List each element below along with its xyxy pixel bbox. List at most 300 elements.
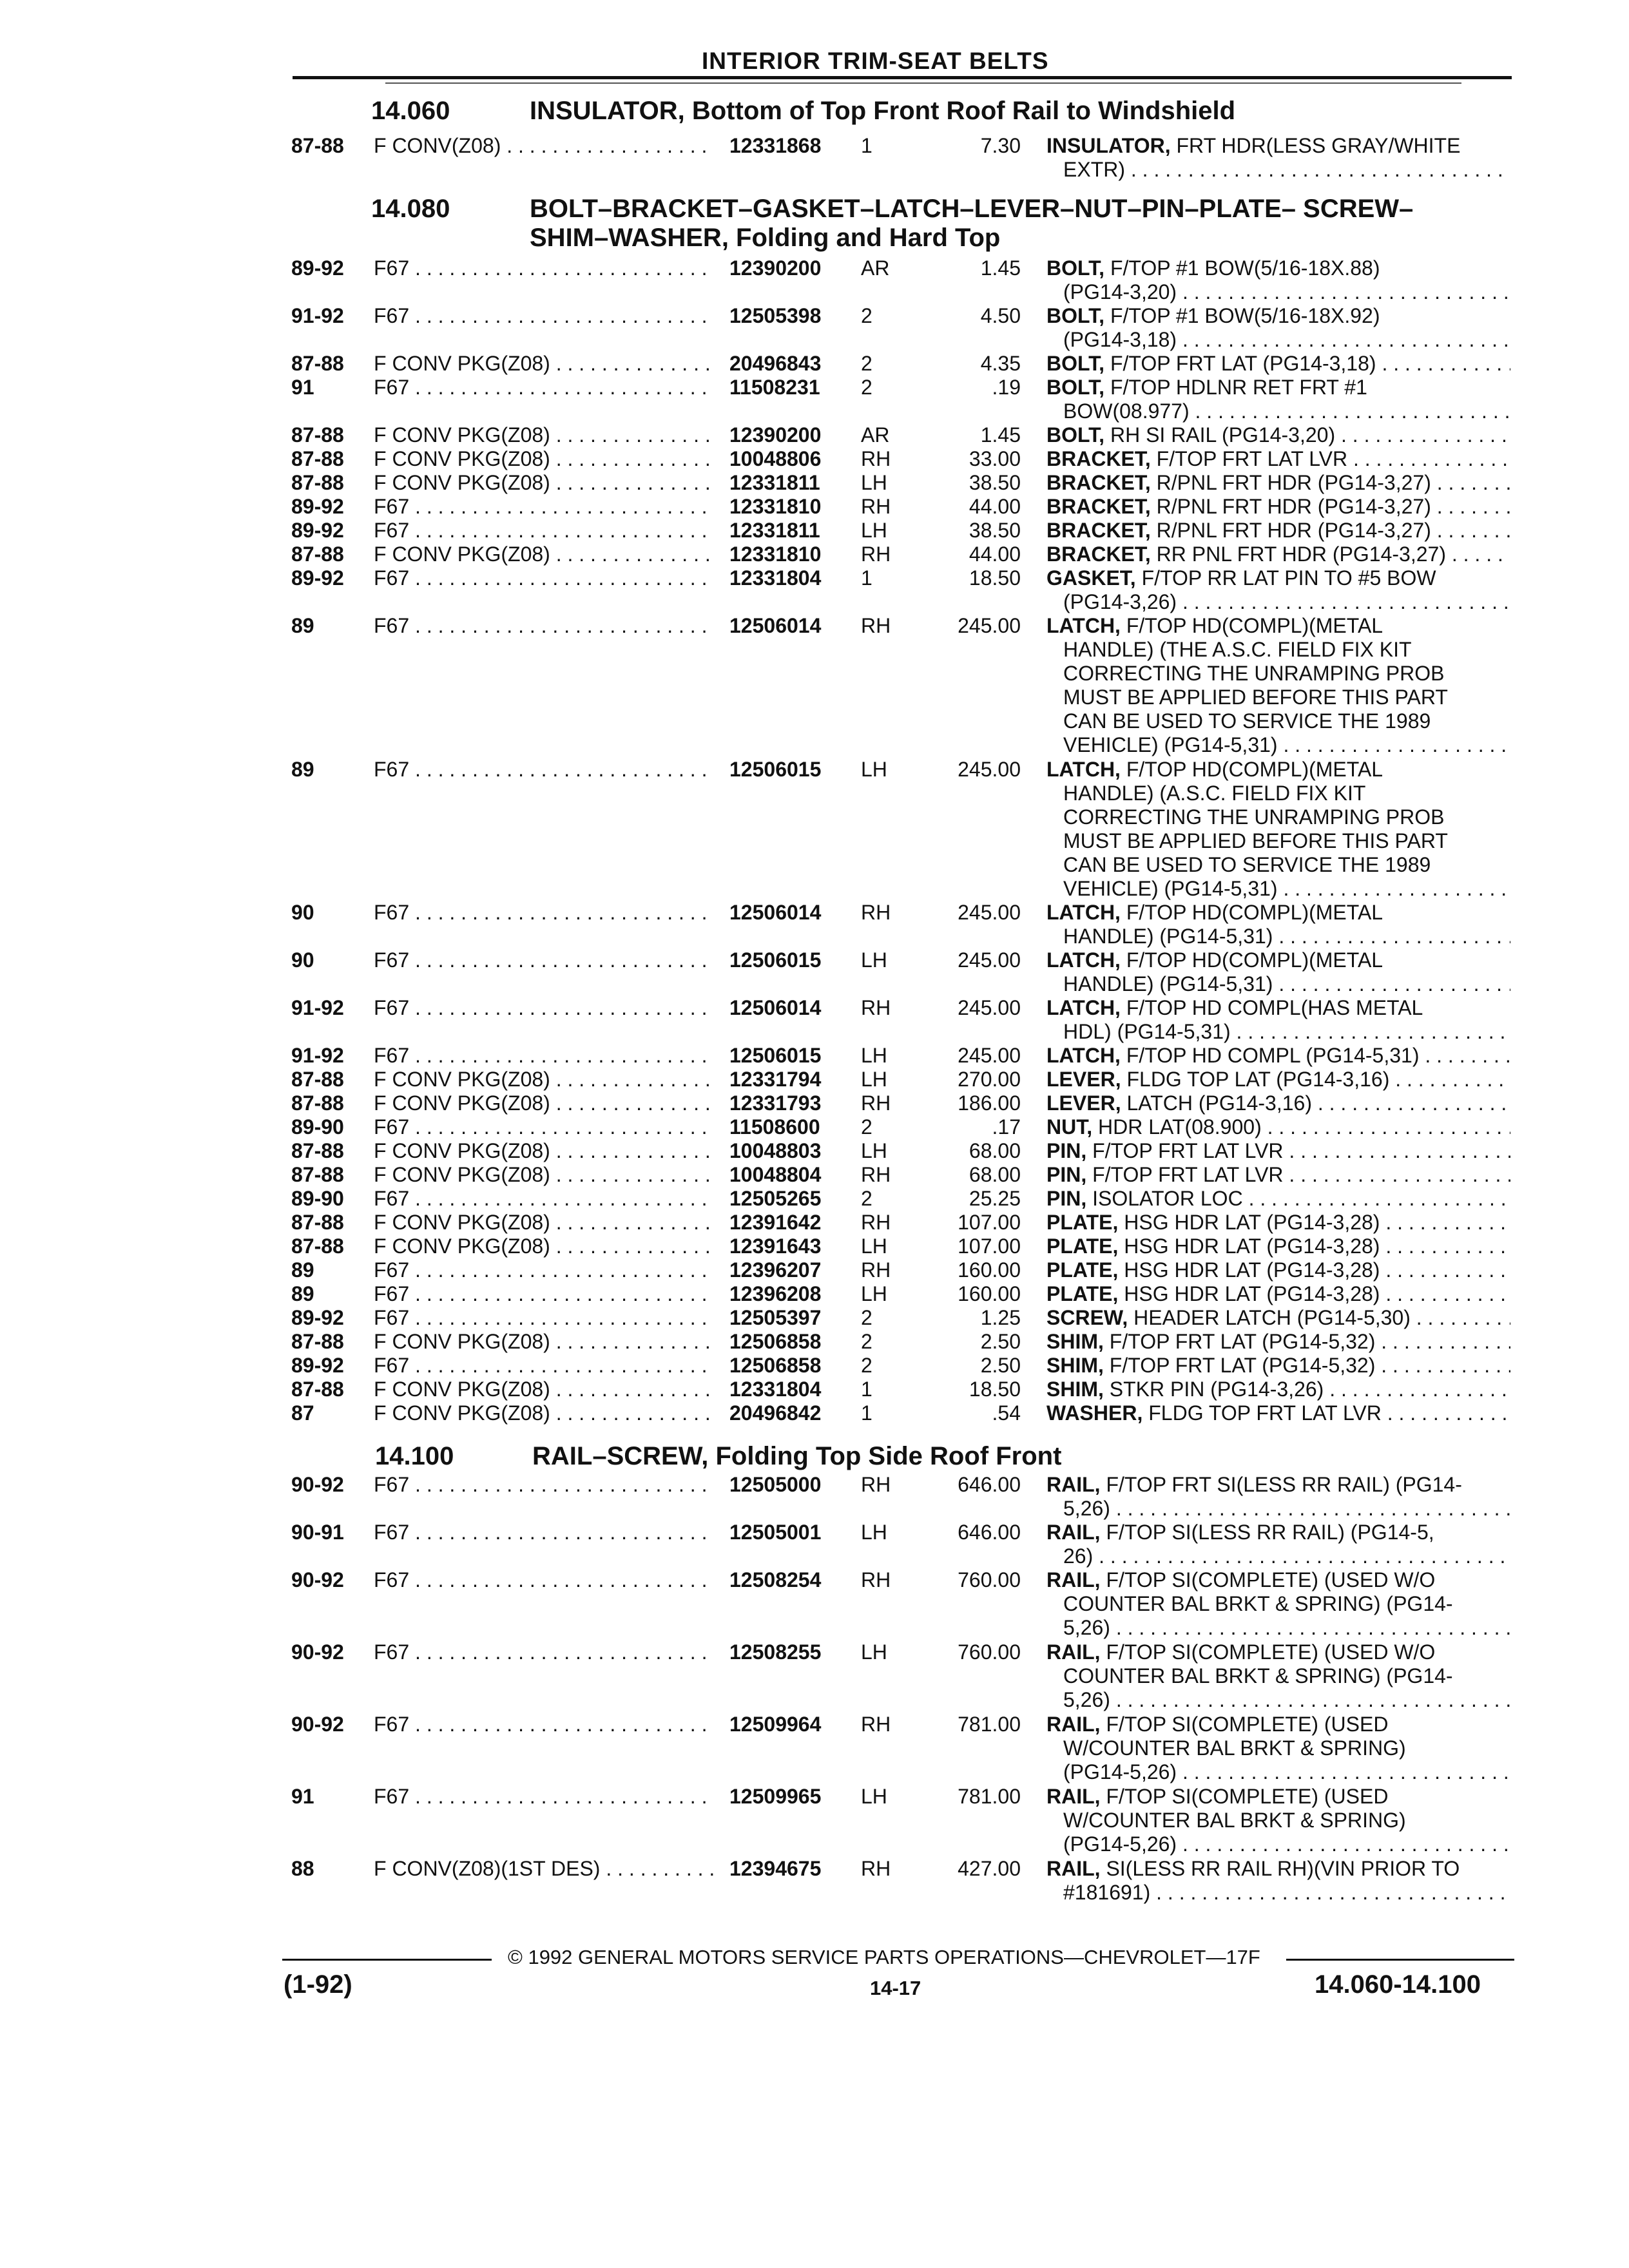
- description-line: [1046, 1713, 1510, 1736]
- price: 427.00: [958, 1857, 1021, 1880]
- price: 2.50: [980, 1354, 1021, 1377]
- part-description: [1046, 471, 1510, 495]
- part-description: [1046, 1857, 1510, 1905]
- body-style: F CONV PKG(Z08) . . .: [374, 1139, 714, 1163]
- body-style: F67 . . .: [374, 1354, 714, 1378]
- part-name: LATCH,: [1046, 758, 1121, 781]
- description-text: FLDG TOP FRT LAT LVR: [1142, 1401, 1382, 1425]
- quantity: LH: [861, 1068, 887, 1091]
- model-year: 89: [291, 758, 314, 781]
- part-name: PLATE,: [1046, 1211, 1119, 1234]
- part-number: 12331810: [729, 543, 822, 566]
- section-title: BOLT–BRACKET–GASKET–LATCH–LEVER–NUT–PIN–PLATE– SCREW–SHIM–WASHER, Folding and Hard Top: [530, 195, 1414, 252]
- part-number: 20496843: [729, 352, 822, 375]
- description-line: [1046, 1664, 1510, 1688]
- description-text: HANDLE) (THE A.S.C. FIELD FIX KIT: [1063, 638, 1412, 661]
- part-number: 12506014: [729, 901, 822, 924]
- price: .54: [992, 1401, 1021, 1425]
- part-name: LEVER,: [1046, 1091, 1121, 1115]
- body-style: F67 . . .: [374, 1521, 714, 1544]
- description-text: F/TOP SI(COMPLETE) (USED: [1100, 1713, 1389, 1736]
- description-text: F/TOP SI(LESS RR RAIL) (PG14-5,: [1100, 1521, 1434, 1544]
- model-year: 90-92: [291, 1640, 344, 1664]
- description-line: [1046, 782, 1510, 805]
- body-style: F67 . . .: [374, 996, 714, 1020]
- description-line: [1046, 1091, 1510, 1115]
- part-name: RAIL,: [1046, 1857, 1101, 1880]
- body-style: F CONV PKG(Z08) . . .: [374, 423, 714, 447]
- part-number: 12506015: [729, 758, 822, 781]
- part-description: [1046, 996, 1510, 1044]
- footer-page-number: 14-17: [870, 1977, 921, 1999]
- description-line: [1046, 1282, 1510, 1306]
- part-number: 12331793: [729, 1091, 822, 1115]
- price: 160.00: [958, 1282, 1021, 1305]
- part-description: [1046, 614, 1510, 757]
- description-text: FRT HDR(LESS GRAY/WHITE: [1170, 134, 1461, 157]
- part-description: [1046, 1068, 1510, 1091]
- section-number: 14.100: [375, 1442, 454, 1470]
- model-year: 87-88: [291, 543, 344, 566]
- part-name: PLATE,: [1046, 1282, 1119, 1305]
- quantity: RH: [861, 614, 891, 637]
- description-text: RH SI RAIL (PG14-3,20): [1104, 423, 1336, 447]
- model-year: 87-88: [291, 134, 344, 157]
- part-number: 12505265: [729, 1187, 822, 1210]
- price: 160.00: [958, 1258, 1021, 1282]
- quantity: 1: [861, 134, 872, 157]
- quantity: RH: [861, 1473, 891, 1496]
- description-line: [1046, 1473, 1510, 1497]
- part-name: BOLT,: [1046, 256, 1105, 280]
- body-style: F CONV(Z08) . . .: [374, 134, 714, 158]
- part-name: LEVER,: [1046, 1068, 1121, 1091]
- part-name: SHIM,: [1046, 1378, 1104, 1401]
- quantity: RH: [861, 1568, 891, 1591]
- part-name: RAIL,: [1046, 1473, 1101, 1496]
- description-text: 5,26): [1063, 1688, 1110, 1711]
- part-name: BOLT,: [1046, 376, 1105, 399]
- quantity: 1: [861, 1401, 872, 1425]
- description-line: [1046, 1832, 1510, 1856]
- description-line: [1046, 566, 1510, 590]
- body-style: F67 . . .: [374, 1187, 714, 1211]
- description-line: [1046, 1235, 1510, 1258]
- body-style: F67 . . .: [374, 519, 714, 543]
- description-text: F/TOP HDLNR RET FRT #1: [1104, 376, 1367, 399]
- description-text: F/TOP FRT LAT (PG14-5,32): [1103, 1330, 1376, 1353]
- page-title: INTERIOR TRIM-SEAT BELTS: [702, 48, 1049, 74]
- description-line: [1046, 304, 1510, 328]
- description-text: R/PNL FRT HDR (PG14-3,27): [1150, 471, 1431, 494]
- quantity: AR: [861, 256, 890, 280]
- description-text: F/TOP #1 BOW(5/16-18X.88): [1104, 256, 1380, 280]
- model-year: 87: [291, 1401, 314, 1425]
- part-number: 20496842: [729, 1401, 822, 1425]
- price: 18.50: [969, 1378, 1021, 1401]
- price: 107.00: [958, 1211, 1021, 1234]
- quantity: 2: [861, 1354, 872, 1377]
- footer-date: (1-92): [284, 1970, 352, 1999]
- price: 4.35: [980, 352, 1021, 375]
- description-line: [1046, 519, 1510, 543]
- part-name: BRACKET,: [1046, 519, 1151, 542]
- price: 1.45: [980, 423, 1021, 447]
- model-year: 89: [291, 614, 314, 637]
- body-style: F67 . . .: [374, 1282, 714, 1306]
- part-description: [1046, 566, 1510, 614]
- part-number: 12390200: [729, 256, 822, 280]
- quantity: RH: [861, 447, 891, 470]
- part-description: [1046, 948, 1510, 996]
- price: 781.00: [958, 1713, 1021, 1736]
- part-number: 12506014: [729, 614, 822, 637]
- price: .17: [992, 1115, 1021, 1139]
- part-name: RAIL,: [1046, 1640, 1101, 1664]
- description-line: [1046, 972, 1510, 996]
- part-description: [1046, 352, 1510, 376]
- body-style: F67 . . .: [374, 1785, 714, 1809]
- description-line: [1046, 1785, 1510, 1809]
- quantity: 2: [861, 352, 872, 375]
- model-year: 87-88: [291, 1378, 344, 1401]
- description-text: CORRECTING THE UNRAMPING PROB: [1063, 662, 1445, 685]
- description-line: [1046, 1857, 1510, 1881]
- quantity: RH: [861, 1713, 891, 1736]
- description-text: F/TOP HD COMPL(HAS METAL: [1120, 996, 1423, 1019]
- part-name: WASHER,: [1046, 1401, 1143, 1425]
- description-line: [1046, 1354, 1510, 1378]
- model-year: 87-88: [291, 1068, 344, 1091]
- description-line: [1046, 1330, 1510, 1354]
- price: 646.00: [958, 1521, 1021, 1544]
- header-rule-thin: [385, 82, 1461, 84]
- part-description: [1046, 495, 1510, 519]
- description-text: VEHICLE) (PG14-5,31): [1063, 877, 1278, 900]
- description-line: [1046, 1378, 1510, 1401]
- part-number: 12331804: [729, 566, 822, 590]
- price: 68.00: [969, 1139, 1021, 1162]
- part-name: PIN,: [1046, 1139, 1087, 1162]
- footer-rule-left: [282, 1959, 492, 1961]
- body-style: F67 . . .: [374, 256, 714, 280]
- body-style: F67 . . .: [374, 1713, 714, 1736]
- price: 760.00: [958, 1568, 1021, 1591]
- part-name: RAIL,: [1046, 1713, 1101, 1736]
- part-number: 12331794: [729, 1068, 822, 1091]
- model-year: 89-92: [291, 566, 344, 590]
- quantity: LH: [861, 1282, 887, 1305]
- description-text: RR PNL FRT HDR (PG14-3,27): [1150, 543, 1446, 566]
- description-text: MUST BE APPLIED BEFORE THIS PART: [1063, 829, 1448, 852]
- part-number: 12396208: [729, 1282, 822, 1305]
- description-text: F/TOP FRT LAT LVR: [1086, 1163, 1284, 1186]
- description-text: ISOLATOR LOC: [1086, 1187, 1243, 1210]
- part-description: [1046, 1640, 1510, 1712]
- description-line: [1046, 1187, 1510, 1211]
- description-text: 5,26): [1063, 1497, 1110, 1520]
- price: 245.00: [958, 996, 1021, 1019]
- quantity: LH: [861, 1235, 887, 1258]
- body-style: F67 . . .: [374, 1306, 714, 1330]
- model-year: 89-92: [291, 256, 344, 280]
- description-line: [1046, 158, 1510, 182]
- price: 68.00: [969, 1163, 1021, 1186]
- model-year: 90-92: [291, 1473, 344, 1496]
- model-year: 87-88: [291, 1330, 344, 1353]
- description-line: [1046, 805, 1510, 829]
- part-number: 12390200: [729, 423, 822, 447]
- part-number: 12331804: [729, 1378, 822, 1401]
- part-name: LATCH,: [1046, 901, 1121, 924]
- description-text: F/TOP SI(COMPLETE) (USED: [1100, 1785, 1389, 1808]
- description-line: [1046, 399, 1510, 423]
- body-style: F CONV PKG(Z08) . . .: [374, 471, 714, 495]
- model-year: 89-90: [291, 1187, 344, 1210]
- description-text: HSG HDR LAT (PG14-3,28): [1118, 1211, 1380, 1234]
- body-style: F CONV PKG(Z08) . . .: [374, 1091, 714, 1115]
- price: 33.00: [969, 447, 1021, 470]
- price: 38.50: [969, 471, 1021, 494]
- description-line: [1046, 1115, 1510, 1139]
- part-name: LATCH,: [1046, 996, 1121, 1019]
- model-year: 91: [291, 1785, 314, 1808]
- quantity: LH: [861, 948, 887, 972]
- description-line: [1046, 948, 1510, 972]
- description-text: 5,26): [1063, 1616, 1110, 1639]
- part-name: NUT,: [1046, 1115, 1093, 1139]
- price: 7.30: [980, 134, 1021, 157]
- part-description: [1046, 1713, 1510, 1784]
- part-name: LATCH,: [1046, 948, 1121, 972]
- description-text: W/COUNTER BAL BRKT & SPRING): [1063, 1809, 1406, 1832]
- part-number: 12391642: [729, 1211, 822, 1234]
- body-style: F CONV PKG(Z08) . . .: [374, 1330, 714, 1354]
- part-number: 12331810: [729, 495, 822, 518]
- description-line: [1046, 590, 1510, 614]
- part-number: 10048803: [729, 1139, 822, 1162]
- body-style: F CONV PKG(Z08) . . .: [374, 1235, 714, 1258]
- description-line: [1046, 1497, 1510, 1521]
- quantity: RH: [861, 1857, 891, 1880]
- description-text: CAN BE USED TO SERVICE THE 1989: [1063, 853, 1431, 876]
- part-description: [1046, 1187, 1510, 1211]
- part-description: [1046, 304, 1510, 352]
- body-style: F CONV PKG(Z08) . . .: [374, 1401, 714, 1425]
- part-name: RAIL,: [1046, 1785, 1101, 1808]
- quantity: 2: [861, 1330, 872, 1353]
- description-text: F/TOP HD COMPL (PG14-5,31): [1120, 1044, 1420, 1067]
- description-text: F/TOP FRT LAT LVR: [1086, 1139, 1284, 1162]
- model-year: 91-92: [291, 304, 344, 327]
- price: 245.00: [958, 1044, 1021, 1067]
- section-title: INSULATOR, Bottom of Top Front Roof Rail to Windshield: [530, 97, 1236, 125]
- body-style: F67 . . .: [374, 614, 714, 638]
- part-number: 11508600: [729, 1115, 820, 1139]
- part-name: BRACKET,: [1046, 447, 1151, 470]
- part-name: SCREW,: [1046, 1306, 1128, 1329]
- description-line: [1046, 423, 1510, 447]
- description-text: F/TOP FRT LAT (PG14-3,18): [1104, 352, 1376, 375]
- description-line: [1046, 376, 1510, 399]
- part-number: 12506014: [729, 996, 822, 1019]
- part-name: LATCH,: [1046, 1044, 1121, 1067]
- quantity: LH: [861, 471, 887, 494]
- description-line: [1046, 1809, 1510, 1832]
- part-number: 12505397: [729, 1306, 822, 1329]
- part-description: [1046, 1568, 1510, 1640]
- part-number: 12506858: [729, 1354, 822, 1377]
- quantity: LH: [861, 519, 887, 542]
- model-year: 87-88: [291, 1211, 344, 1234]
- description-line: [1046, 1139, 1510, 1163]
- description-text: HANDLE) (PG14-5,31): [1063, 925, 1273, 948]
- quantity: LH: [861, 758, 887, 781]
- model-year: 88: [291, 1857, 314, 1880]
- quantity: LH: [861, 1785, 887, 1808]
- model-year: 91-92: [291, 996, 344, 1019]
- price: 186.00: [958, 1091, 1021, 1115]
- model-year: 90-92: [291, 1713, 344, 1736]
- model-year: 89-90: [291, 1115, 344, 1139]
- description-line: [1046, 1640, 1510, 1664]
- part-number: 12394675: [729, 1857, 822, 1880]
- description-line: [1046, 256, 1510, 280]
- quantity: 2: [861, 304, 872, 327]
- description-text: HEADER LATCH (PG14-5,30): [1128, 1306, 1411, 1329]
- description-line: [1046, 853, 1510, 877]
- description-text: COUNTER BAL BRKT & SPRING) (PG14-: [1063, 1664, 1453, 1687]
- part-description: [1046, 1785, 1510, 1856]
- description-line: [1046, 877, 1510, 901]
- quantity: 2: [861, 1187, 872, 1210]
- description-text: CAN BE USED TO SERVICE THE 1989: [1063, 709, 1431, 733]
- model-year: 89-92: [291, 1306, 344, 1329]
- model-year: 91: [291, 376, 314, 399]
- body-style: F CONV PKG(Z08) . . .: [374, 543, 714, 566]
- part-name: PLATE,: [1046, 1235, 1119, 1258]
- price: 245.00: [958, 948, 1021, 972]
- part-number: 10048804: [729, 1163, 822, 1186]
- description-line: [1046, 1258, 1510, 1282]
- body-style: F67 . . .: [374, 901, 714, 925]
- description-text: F/TOP HD(COMPL)(METAL: [1120, 758, 1383, 781]
- description-line: [1046, 1020, 1510, 1044]
- section-title: RAIL–SCREW, Folding Top Side Roof Front: [532, 1442, 1062, 1470]
- part-name: BOLT,: [1046, 304, 1105, 327]
- model-year: 87-88: [291, 1163, 344, 1186]
- description-line: [1046, 686, 1510, 709]
- description-text: F/TOP FRT LAT (PG14-5,32): [1103, 1354, 1376, 1377]
- part-description: [1046, 1091, 1510, 1115]
- description-text: MUST BE APPLIED BEFORE THIS PART: [1063, 686, 1448, 709]
- description-text: F/TOP FRT LAT LVR: [1150, 447, 1348, 470]
- part-number: 12505000: [729, 1473, 822, 1496]
- body-style: F67 . . .: [374, 948, 714, 972]
- quantity: RH: [861, 495, 891, 518]
- model-year: 87-88: [291, 471, 344, 494]
- part-description: [1046, 1139, 1510, 1163]
- description-line: [1046, 1521, 1510, 1544]
- part-description: [1046, 1115, 1510, 1139]
- description-text: (PG14-3,26): [1063, 590, 1177, 613]
- part-description: [1046, 901, 1510, 948]
- part-description: [1046, 1354, 1510, 1378]
- price: 245.00: [958, 758, 1021, 781]
- description-text: EXTR): [1063, 158, 1125, 181]
- description-text: F/TOP RR LAT PIN TO #5 BOW: [1135, 566, 1436, 590]
- part-description: [1046, 1401, 1510, 1425]
- price: 760.00: [958, 1640, 1021, 1664]
- description-line: [1046, 1044, 1510, 1068]
- body-style: F67 . . .: [374, 304, 714, 328]
- description-line: [1046, 614, 1510, 638]
- description-line: [1046, 758, 1510, 782]
- model-year: 90: [291, 901, 314, 924]
- description-text: HSG HDR LAT (PG14-3,28): [1118, 1282, 1380, 1305]
- quantity: RH: [861, 1258, 891, 1282]
- description-text: HSG HDR LAT (PG14-3,28): [1118, 1235, 1380, 1258]
- part-number: 12505398: [729, 304, 822, 327]
- description-line: [1046, 996, 1510, 1020]
- description-line: [1046, 1616, 1510, 1640]
- quantity: RH: [861, 901, 891, 924]
- description-text: STKR PIN (PG14-3,26): [1103, 1378, 1324, 1401]
- part-number: 12331811: [729, 471, 820, 494]
- quantity: LH: [861, 1139, 887, 1162]
- body-style: F67 . . .: [374, 1115, 714, 1139]
- section-number: 14.080: [371, 195, 450, 223]
- part-number: 12506858: [729, 1330, 822, 1353]
- part-name: PIN,: [1046, 1163, 1087, 1186]
- description-text: F/TOP FRT SI(LESS RR RAIL) (PG14-: [1100, 1473, 1462, 1496]
- description-text: VEHICLE) (PG14-5,31): [1063, 733, 1278, 756]
- body-style: F67 . . .: [374, 566, 714, 590]
- body-style: F CONV PKG(Z08) . . .: [374, 1211, 714, 1235]
- model-year: 87-88: [291, 423, 344, 447]
- part-name: RAIL,: [1046, 1568, 1101, 1591]
- description-text: LATCH (PG14-3,16): [1121, 1091, 1312, 1115]
- part-description: [1046, 1330, 1510, 1354]
- description-text: R/PNL FRT HDR (PG14-3,27): [1150, 519, 1431, 542]
- part-description: [1046, 1044, 1510, 1068]
- model-year: 89: [291, 1258, 314, 1282]
- price: .19: [992, 376, 1021, 399]
- footer-copyright: © 1992 GENERAL MOTORS SERVICE PARTS OPERATIONS—CHEVROLET—17F: [508, 1946, 1260, 1968]
- description-line: [1046, 733, 1510, 757]
- part-number: 12396207: [729, 1258, 822, 1282]
- price: 270.00: [958, 1068, 1021, 1091]
- part-name: BOLT,: [1046, 352, 1105, 375]
- part-number: 12506015: [729, 948, 822, 972]
- description-line: [1046, 471, 1510, 495]
- part-description: [1046, 423, 1510, 447]
- description-line: [1046, 662, 1510, 686]
- description-text: F/TOP SI(COMPLETE) (USED W/O: [1100, 1640, 1436, 1664]
- description-text: F/TOP HD(COMPL)(METAL: [1120, 901, 1383, 924]
- description-text: HANDLE) (PG14-5,31): [1063, 972, 1273, 995]
- part-name: BRACKET,: [1046, 495, 1151, 518]
- body-style: F67 . . .: [374, 1044, 714, 1068]
- description-line: [1046, 1544, 1510, 1568]
- description-line: [1046, 901, 1510, 925]
- description-text: (PG14-3,20): [1063, 280, 1177, 303]
- description-line: [1046, 829, 1510, 853]
- description-line: [1046, 1688, 1510, 1712]
- description-text: F/TOP HD(COMPL)(METAL: [1120, 948, 1383, 972]
- body-style: F CONV PKG(Z08) . . .: [374, 352, 714, 376]
- section-number: 14.060: [371, 97, 450, 125]
